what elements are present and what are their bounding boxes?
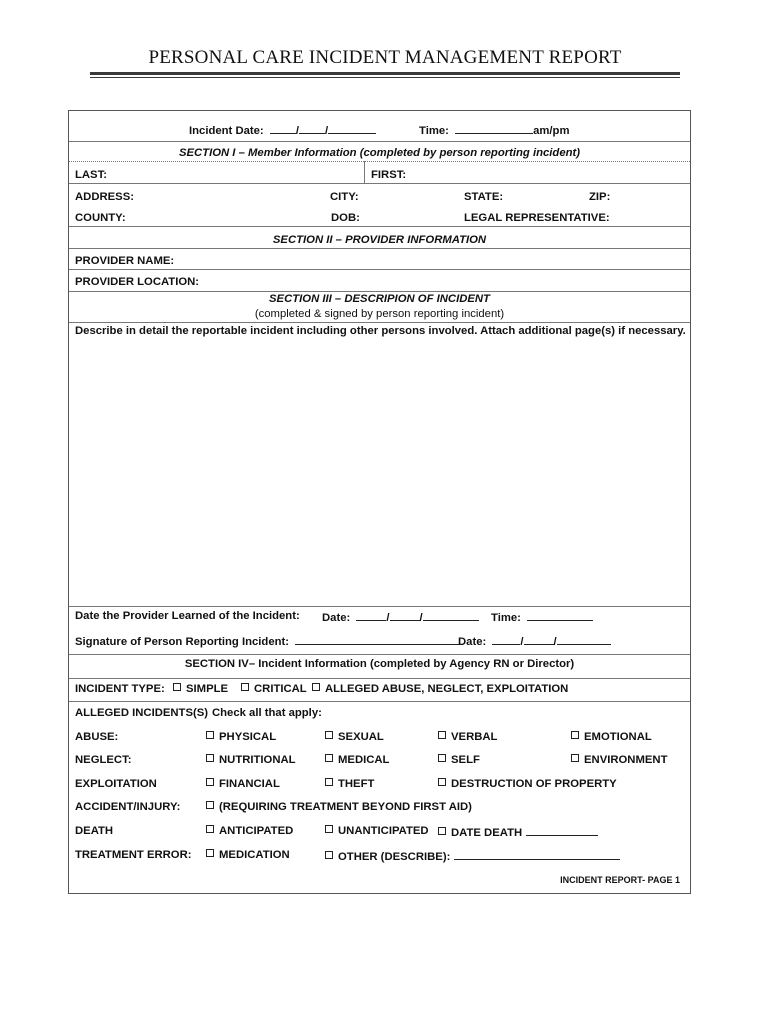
checkbox-icon [438, 827, 446, 835]
checkbox-unanticipated[interactable]: UNANTICIPATED [325, 825, 429, 838]
incident-type-label: INCIDENT TYPE: [75, 683, 165, 695]
ampm-label: am/pm [533, 125, 570, 137]
checkbox-other-describe[interactable]: OTHER (DESCRIBE): [325, 849, 620, 864]
checkbox-physical[interactable]: PHYSICAL [206, 731, 276, 744]
checkbox-critical[interactable]: CRITICAL [241, 683, 307, 696]
checkbox-icon [325, 778, 333, 786]
checkbox-icon [206, 731, 214, 739]
checkbox-medication[interactable]: MEDICATION [206, 849, 290, 862]
last-name-label: LAST: [75, 169, 108, 181]
section-2-title: SECTION II – PROVIDER INFORMATION [272, 234, 487, 246]
checkbox-destruction-of-property[interactable]: DESTRUCTION OF PROPERTY [438, 778, 617, 791]
check-all-label: Check all that apply: [212, 707, 322, 719]
checkbox-icon [571, 731, 579, 739]
alleged-incidents-label: ALLEGED INCIDENTS(S) [75, 707, 209, 719]
checkbox-icon [241, 683, 249, 691]
dob-label: DOB: [331, 212, 360, 224]
learned-date-field[interactable]: Date: / / [322, 610, 479, 625]
title-rule [90, 72, 680, 75]
checkbox-icon [325, 731, 333, 739]
abuse-label: ABUSE: [75, 731, 119, 743]
learned-label: Date the Provider Learned of the Incident: [75, 610, 300, 622]
zip-label: ZIP: [589, 191, 611, 203]
checkbox-requiring-treatment[interactable]: (REQUIRING TREATMENT BEYOND FIRST AID) [206, 801, 472, 814]
checkbox-theft[interactable]: THEFT [325, 778, 374, 791]
section-3-subtitle: (completed & signed by person reporting incident) [254, 308, 505, 320]
description-instructions: Describe in detail the reportable incident including other persons involved. Attach additional page(s) if necessary. [75, 325, 686, 337]
checkbox-nutritional[interactable]: NUTRITIONAL [206, 754, 296, 767]
time-label: Time: [419, 125, 449, 137]
death-label: DEATH [75, 825, 114, 837]
legal-representative-label: LEGAL REPRESENTATIVE: [464, 212, 610, 224]
checkbox-date-death[interactable]: DATE DEATH [438, 825, 598, 840]
checkbox-medical[interactable]: MEDICAL [325, 754, 389, 767]
description-area[interactable] [69, 341, 690, 606]
checkbox-icon [325, 825, 333, 833]
exploitation-label: EXPLOITATION [75, 778, 157, 790]
address-label: ADDRESS: [75, 191, 134, 203]
treatment-error-label: TREATMENT ERROR: [75, 849, 192, 861]
checkbox-icon [571, 754, 579, 762]
neglect-label: NEGLECT: [75, 754, 132, 766]
city-label: CITY: [330, 191, 359, 203]
signature-field[interactable]: Signature of Person Reporting Incident: [75, 634, 463, 649]
checkbox-icon [206, 849, 214, 857]
checkbox-simple[interactable]: SIMPLE [173, 683, 228, 696]
checkbox-self[interactable]: SELF [438, 754, 480, 767]
checkbox-anticipated[interactable]: ANTICIPATED [206, 825, 293, 838]
checkbox-icon [325, 851, 333, 859]
checkbox-icon [206, 778, 214, 786]
incident-date-label: Incident Date: [189, 125, 264, 137]
report-form [68, 110, 691, 894]
learned-time-field[interactable]: Time: [491, 610, 593, 625]
checkbox-emotional[interactable]: EMOTIONAL [571, 731, 652, 744]
checkbox-alleged-abuse[interactable]: ALLEGED ABUSE, NEGLECT, EXPLOITATION [312, 683, 568, 696]
checkbox-sexual[interactable]: SEXUAL [325, 731, 384, 744]
accident-injury-label: ACCIDENT/INJURY: [75, 801, 181, 813]
section-3-title: SECTION III – DESCRIPION OF INCIDENT [269, 293, 490, 305]
state-label: STATE: [464, 191, 504, 203]
checkbox-environment[interactable]: ENVIRONMENT [571, 754, 667, 767]
checkbox-icon [206, 825, 214, 833]
checkbox-icon [173, 683, 181, 691]
checkbox-financial[interactable]: FINANCIAL [206, 778, 280, 791]
checkbox-icon [325, 754, 333, 762]
checkbox-icon [438, 754, 446, 762]
checkbox-icon [438, 731, 446, 739]
section-4-title: SECTION IV– Incident Information (completed by Agency RN or Director) [184, 658, 575, 670]
signature-date-field[interactable]: Date: / / [458, 634, 611, 649]
county-label: COUNTY: [75, 212, 126, 224]
checkbox-icon [206, 754, 214, 762]
provider-location-label: PROVIDER LOCATION: [75, 276, 200, 288]
time-field[interactable] [419, 123, 570, 138]
checkbox-icon [438, 778, 446, 786]
provider-name-label: PROVIDER NAME: [75, 255, 175, 267]
first-name-label: FIRST: [371, 169, 407, 181]
checkbox-verbal[interactable]: VERBAL [438, 731, 497, 744]
checkbox-icon [312, 683, 320, 691]
title-rule-thin [90, 77, 680, 78]
report-title: PERSONAL CARE INCIDENT MANAGEMENT REPORT [148, 47, 622, 68]
checkbox-icon [206, 801, 214, 809]
incident-date-field[interactable]: Incident Date: / / [189, 123, 376, 138]
page-footer: INCIDENT REPORT- PAGE 1 [560, 875, 680, 885]
section-1-title: SECTION I – Member Information (completed by person reporting incident) [178, 147, 581, 159]
